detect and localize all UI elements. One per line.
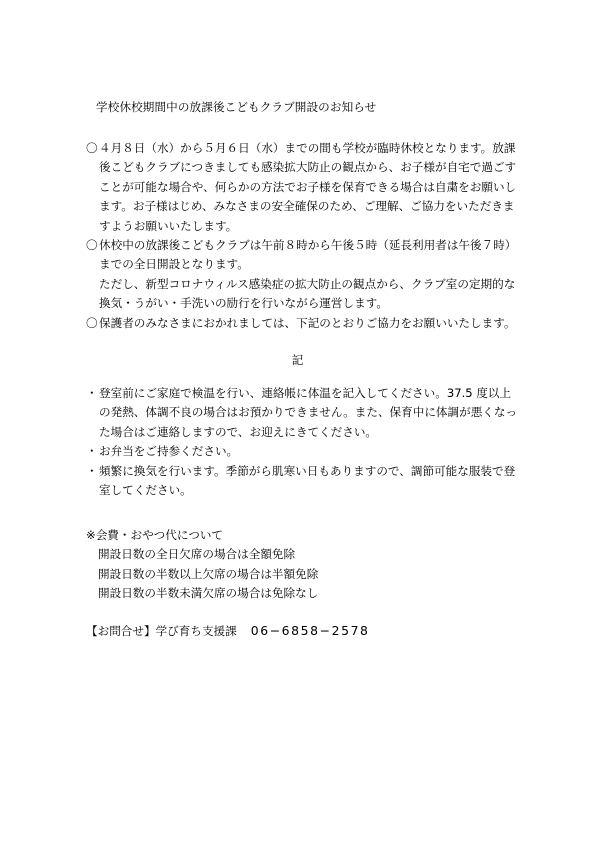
notice-paragraph (86, 139, 521, 236)
notice-text: ただし、新型コロナウィルス感染症の拡大防止の観点から、クラブ室の定期的な換気・うがい・手洗いの励行を行いながら運営します。 (99, 276, 516, 311)
list-bullet: ・ (86, 386, 98, 400)
fees-heading: ※会費・おやつ代について (86, 528, 224, 542)
contact-label: 【お問合せ】学び育ち支援課 (86, 624, 237, 638)
list-item-text: 登室前にご家庭で検温を行い、連絡帳に体温を記入してください。37.5 度以上の発熱、体調不良の場合はお預かりできません。また、保育中に体調が悪くなった場合はご連絡しますので、お迎えにきてください。 (99, 386, 518, 439)
notice-bullet: 〇 (86, 238, 98, 253)
list-bullet: ・ (86, 444, 98, 459)
list-item (86, 462, 521, 501)
page-title: 学校休校期間中の放課後こどもクラブ開設のお知らせ (96, 100, 377, 114)
list-item-text: お弁当をご持参ください。 (99, 444, 239, 459)
contact-line (86, 623, 370, 639)
notice-bullet: 〇 (86, 315, 98, 330)
notice-bullet: 〇 (86, 141, 98, 155)
ki-heading: 記 (291, 353, 304, 367)
fees-section (86, 526, 516, 604)
notice-paragraph (86, 314, 521, 333)
list-bullet: ・ (86, 463, 98, 478)
notice-paragraph (86, 236, 521, 275)
notice-section (86, 139, 521, 333)
list-item-text: 頻繁に換気を行います。季節がら肌寒い日もありますので、調節可能な服装で登室してください。 (99, 463, 516, 498)
notice-text: 休校中の放課後こどもクラブは午前８時から午後５時（延長利用者は午後７時）までの全日開設となります。 (99, 238, 517, 272)
fees-line: 開設日数の全日欠席の場合は全額免除 (98, 547, 296, 562)
fees-line: 開設日数の半数以上欠席の場合は半額免除 (98, 566, 319, 581)
request-list (86, 384, 521, 500)
fees-line: 開設日数の半数未満欠席の場合は免除なし (98, 586, 319, 601)
list-item (86, 384, 521, 442)
notice-text: ４月８日（水）から５月６日（水）までの間も学校が臨時休校となります。放課後こどもクラブにつきましても感染拡大防止の観点から、お子様が自宅で過ごすことが可能な場合や、何らかの方法でお子様を保育できる場合は自粛をお願いします。お子様はじめ、みなさまの安全確保のため、ご理解、ご協力をいただきますようお願いいたします。 (99, 141, 517, 233)
notice-paragraph (86, 275, 521, 314)
contact-phone: 06−6858−2578 (250, 623, 370, 638)
list-item (86, 442, 521, 461)
notice-text: 保護者のみなさまにおかれましては、下記のとおりご協力をお願いいたします。 (99, 315, 516, 330)
